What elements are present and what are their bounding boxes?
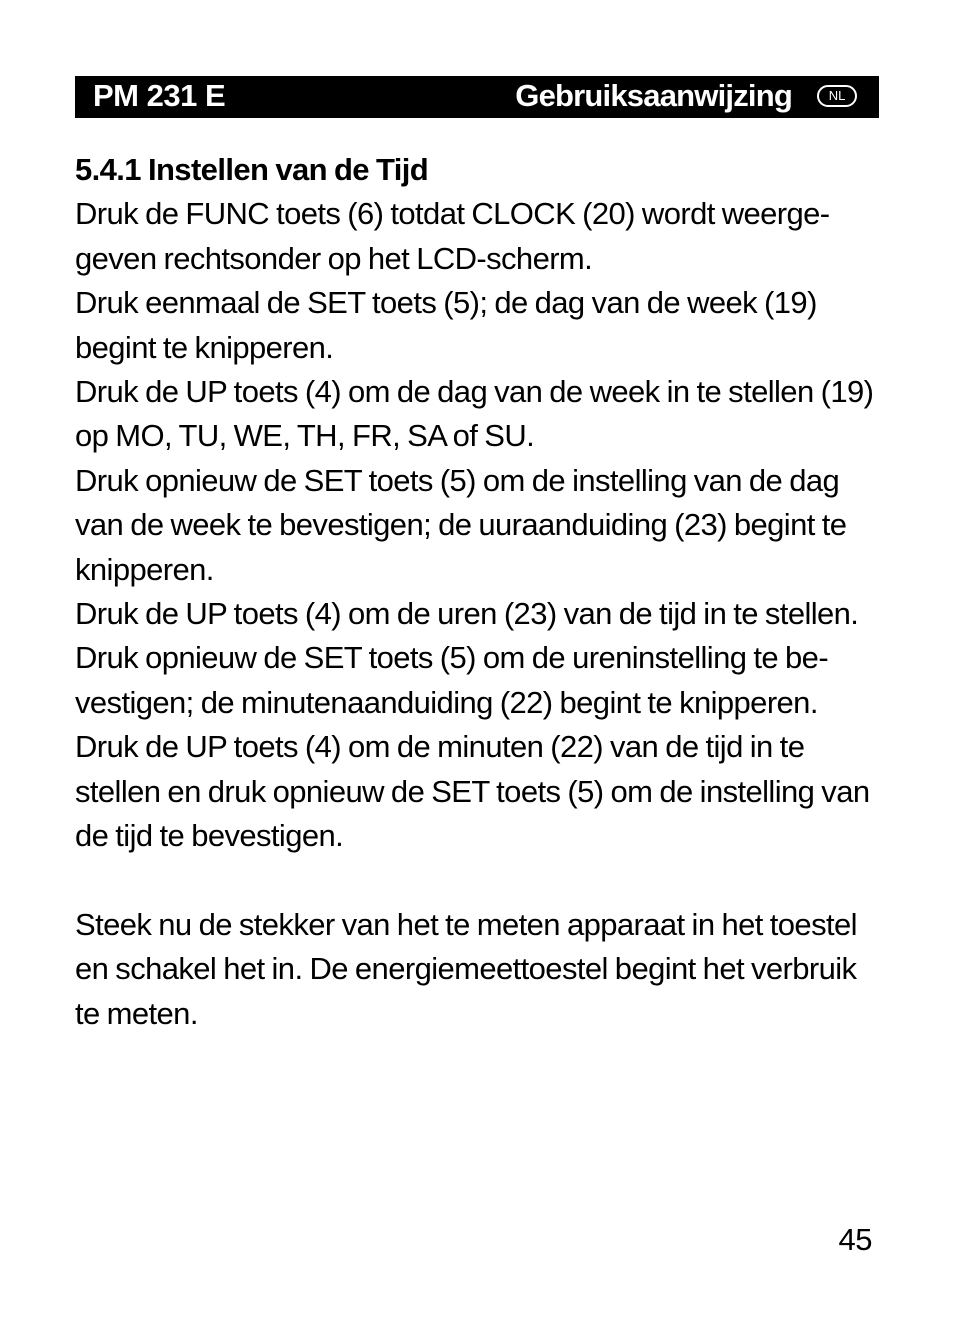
page-number: 45 [838,1222,872,1257]
language-badge: NL [817,85,857,107]
manual-content [75,148,887,1036]
instruction-paragraph: Druk de FUNC toets (6) totdat CLOCK (20) wordt weerge-geven rechtsonder op het LCD-scherm. [75,196,830,276]
instruction-paragraph: Druk de UP toets (4) om de dag van de week in te stellen (19) op MO, TU, WE, TH, FR, SA of SU. [75,374,874,454]
instruction-paragraph: Druk opnieuw de SET toets (5) om de ureninstelling te be-vestigen; de minutenaanduiding (22) begint te knipperen. [75,640,829,720]
section-heading: 5.4.1 Instellen van de Tijd [75,152,429,187]
instruction-paragraph: Druk de UP toets (4) om de minuten (22) van de tijd in te stellen en druk opnieuw de SET toets (5) om de instelling van de tijd te bevestigen. [75,729,870,854]
instruction-paragraph: Druk opnieuw de SET toets (5) om de instelling van de dag van de week te bevestigen; de uuraanduiding (23) begint te knipperen. [75,462,847,587]
instruction-paragraph: Druk de UP toets (4) om de uren (23) van de tijd in te stellen. [75,596,859,632]
manual-title: Gebruiksaanwijzing [515,78,792,113]
instruction-paragraph: Druk eenmaal de SET toets (5); de dag van de week (19) begint te knipperen. [75,285,817,365]
header-bar [75,76,879,118]
product-model: PM 231 E [93,78,226,113]
paragraph-spacer [75,859,887,903]
closing-paragraph: Steek nu de stekker van het te meten apparaat in het toestel en schakel het in. De energiemeettoestel begint het verbruik te meten. [75,906,857,1031]
